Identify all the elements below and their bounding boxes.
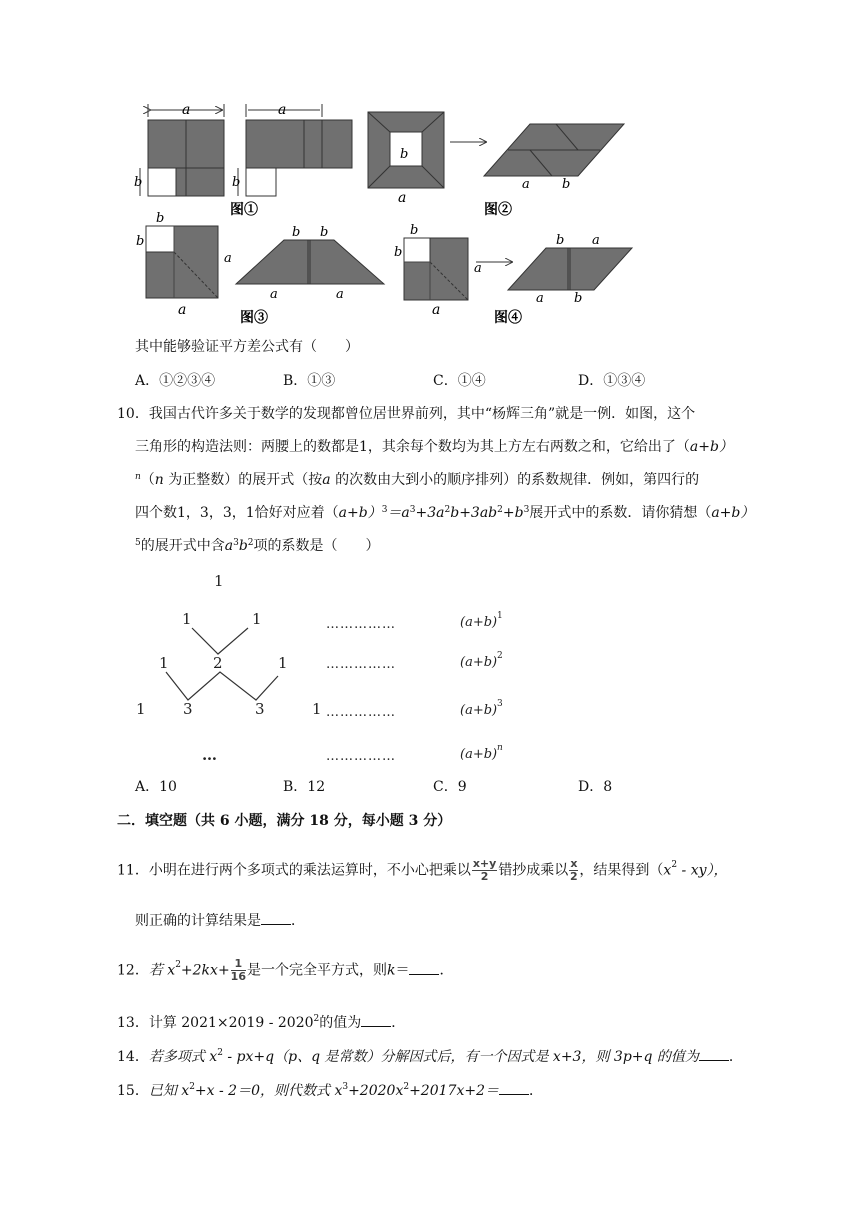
svg-text:b: b (556, 233, 565, 248)
svg-text:a: a (474, 261, 482, 276)
svg-text:…: … (202, 746, 217, 764)
svg-text:a: a (278, 102, 287, 118)
svg-text:1: 1 (214, 572, 224, 590)
fig1-right (230, 102, 352, 218)
q10-option-c[interactable]: C．9 (433, 779, 467, 795)
q15: 15．已知 $x^2+x - 2=0$，则代数式 $x^3+2020x^2+2017x+2=$ ． (117, 1082, 543, 1099)
svg-text:图①: 图① (230, 202, 258, 218)
fraction-x-over-2: $\frac{x}{2}$ (570, 857, 578, 883)
svg-text:1: 1 (252, 610, 262, 628)
svg-text:1: 1 (136, 700, 146, 718)
svg-text:1: 1 (159, 654, 169, 672)
q14: 14．若多项式 $x^2 - px+q(p$、q 是常数）分解因式后，有一个因式是 x+3，则 3p+q 的值为 ． (117, 1048, 743, 1065)
svg-text:b: b (292, 225, 301, 240)
fig2-frame (368, 112, 486, 206)
svg-text:……………: …………… (326, 657, 396, 672)
svg-text:b: b (232, 175, 241, 190)
q10-option-b[interactable]: B．12 (283, 779, 326, 795)
fig1-left (134, 102, 224, 196)
svg-text:b: b (320, 225, 329, 240)
answer-blank[interactable] (361, 1012, 391, 1027)
q10-line1: 10．我国古代许多关于数学的发现都曾位居世界前列，其中“杨辉三角”就是一例．如图，这个 (117, 406, 696, 422)
q10-line4: 四个数1，3，3，1恰好对应着$(a+b)^3=a^3+3a^2b+3ab^2+b^3$展开式中的系数．请你猜想（a+b） (135, 505, 755, 521)
svg-text:a: a (432, 302, 441, 318)
svg-text:b: b (394, 245, 403, 260)
svg-text:a: a (270, 287, 278, 302)
q13: 13．计算 2021×2019 - 2020$^2$的值为 ． (117, 1014, 406, 1031)
q12: 12．若 $x^2+2kx+$ $\frac{1}{16}$ 是一个完全平方式，则k＝ ． (117, 957, 454, 983)
svg-text:a: a (178, 302, 187, 318)
svg-text:1: 1 (278, 654, 288, 672)
fraction-1-over-16: $\frac{1}{16}$ (230, 957, 246, 983)
svg-text:图②: 图② (484, 202, 512, 218)
svg-text:3: 3 (255, 700, 265, 718)
svg-text:a: a (398, 190, 407, 206)
answer-blank[interactable] (499, 1080, 529, 1095)
q9-option-c[interactable]: C．①④ (433, 373, 486, 389)
q10-option-a[interactable]: A．10 (135, 779, 177, 795)
fig3-trapezoid (236, 225, 384, 326)
svg-text:b: b (574, 291, 583, 306)
q10-line5: $^5$的展开式中含$a^3b^2$项的系数是（ ） (135, 538, 380, 554)
answer-blank[interactable] (699, 1046, 729, 1061)
q11-line1: 11．小明在进行两个多项式的乘法运算时，不小心把乘以 $\frac{x+y}{2}$ 错抄成乘以 $\frac{x}{2}$ ，结果得到$(x^2 - xy)$， (117, 857, 728, 883)
q11-line2: 则正确的计算结果是 ． (135, 910, 305, 931)
svg-text:(a+b): (a+b) (460, 655, 498, 670)
svg-text:b: b (156, 211, 165, 226)
svg-text:n: n (497, 743, 503, 753)
q9-option-d[interactable]: D．①③④ (578, 373, 646, 389)
svg-text:b: b (134, 175, 143, 190)
svg-text:b: b (136, 234, 145, 249)
fig4-parallelogram (494, 233, 632, 326)
svg-text:a: a (536, 291, 544, 306)
svg-text:b: b (562, 177, 571, 192)
svg-text:……………: …………… (326, 617, 396, 632)
svg-text:a: a (522, 177, 530, 192)
svg-text:a: a (182, 102, 191, 118)
q10-line2: 三角形的构造法则：两腰上的数都是1，其余每个数均为其上方左右两数之和，它给出了（a+b） (135, 439, 733, 455)
section-title: 二．填空题（共 6 小题，满分 18 分，每小题 3 分） (117, 813, 452, 829)
svg-text:(a+b): (a+b) (460, 703, 498, 718)
svg-text:a: a (592, 233, 600, 248)
svg-text:3: 3 (497, 699, 503, 709)
svg-text:(a+b): (a+b) (460, 615, 498, 630)
svg-text:3: 3 (183, 700, 193, 718)
fraction-x-plus-y-over-2: $\frac{x+y}{2}$ (472, 857, 497, 883)
q10-line3: $^n$（n 为正整数）的展开式（按a 的次数由大到小的顺序排列）的系数规律．例如，第四行的 (135, 472, 700, 488)
q9-option-b[interactable]: B．①③ (283, 373, 336, 389)
q9-stem: 其中能够验证平方差公式有（ ） (135, 339, 359, 355)
svg-text:图③: 图③ (240, 310, 268, 326)
answer-blank[interactable] (261, 910, 291, 925)
svg-text:1: 1 (182, 610, 192, 628)
svg-text:图④: 图④ (494, 310, 522, 326)
svg-text:b: b (400, 147, 409, 162)
square-difference-figures (0, 0, 860, 340)
fig4-square (394, 223, 512, 318)
fig2-parallelogram (484, 124, 624, 218)
fig3-square (136, 211, 232, 318)
svg-text:1: 1 (312, 700, 322, 718)
svg-text:1: 1 (497, 611, 503, 621)
svg-text:2: 2 (213, 654, 223, 672)
yanghui-triangle (0, 560, 860, 770)
svg-text:b: b (410, 223, 419, 238)
q9-option-a[interactable]: A．①②③④ (135, 373, 216, 389)
svg-text:a: a (224, 251, 232, 266)
svg-text:……………: …………… (326, 749, 396, 764)
svg-text:2: 2 (497, 651, 503, 661)
svg-text:a: a (336, 287, 344, 302)
svg-text:……………: …………… (326, 705, 396, 720)
answer-blank[interactable] (409, 960, 439, 975)
q10-option-d[interactable]: D．8 (578, 779, 613, 795)
svg-text:(a+b): (a+b) (460, 747, 498, 762)
